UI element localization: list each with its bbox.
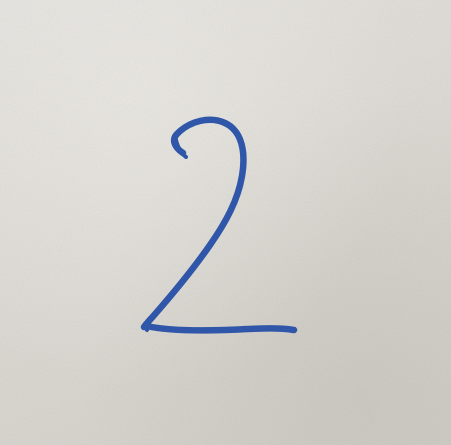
digit-two-hook-stroke xyxy=(144,120,243,327)
digit-two-tick-stroke xyxy=(176,140,186,157)
digit-two-base-stroke xyxy=(146,326,294,330)
